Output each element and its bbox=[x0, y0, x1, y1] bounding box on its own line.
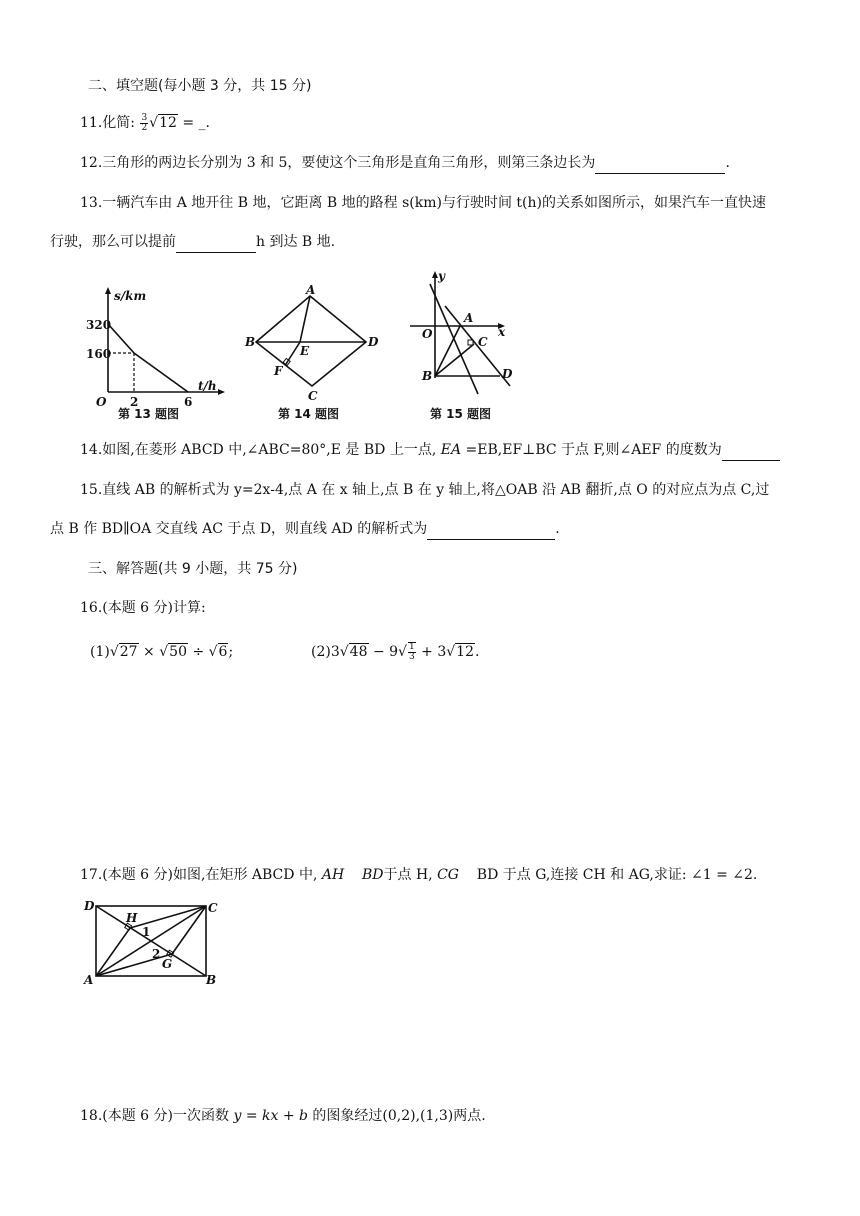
question-11 bbox=[80, 113, 210, 133]
fig14-point-e: E bbox=[300, 344, 310, 358]
figure-15 bbox=[400, 266, 520, 424]
fig13-tick-2: 2 bbox=[130, 395, 139, 409]
question-13-line1: 13.一辆汽车由 A 地开往 B 地，它距离 B 地的路程 s(km)与行驶时间 t(h)的关系如图所示，如果汽车一直快速 bbox=[80, 195, 766, 211]
q16-p2-r2: 12 bbox=[456, 644, 474, 660]
q17-ah: AH bbox=[321, 867, 345, 883]
q18-post: 的图象经过(0,2),(1,3)两点. bbox=[307, 1108, 486, 1124]
q17-mid1: 于点 H, bbox=[383, 867, 438, 883]
q16-p2-end: . bbox=[475, 644, 480, 660]
q12-answer-blank[interactable] bbox=[595, 153, 725, 174]
q16-p1-r3: 6 bbox=[218, 644, 228, 660]
question-16-title: 16.(本题 6 分)计算: bbox=[80, 600, 206, 616]
section-2-title: 二、填空题(每小题 3 分，共 15 分) bbox=[88, 78, 312, 94]
q16-p1-r2: 50 bbox=[169, 644, 187, 660]
fig17-point-d: D bbox=[84, 899, 95, 913]
fig13-tick-160: 160 bbox=[86, 347, 112, 361]
fig17-segment-ag bbox=[96, 954, 172, 976]
fig13-origin: O bbox=[96, 395, 107, 409]
q11-suffix: = _. bbox=[182, 115, 211, 131]
section-3-title: 三、解答题(共 9 小题，共 75 分) bbox=[88, 561, 298, 577]
fig13-caption: 第 13 题图 bbox=[118, 407, 180, 421]
fig13-ylabel: s/km bbox=[114, 289, 147, 303]
q16-p2-op1: − 9 bbox=[372, 644, 399, 660]
fig14-segment-ef bbox=[286, 342, 300, 364]
fig17-point-c: C bbox=[208, 901, 218, 915]
q18-pre: 18.(本题 6 分)一次函数 bbox=[80, 1108, 234, 1124]
q15-end: . bbox=[555, 521, 560, 537]
fig13-xlabel: t/h bbox=[198, 379, 217, 393]
q16-p1-end: ; bbox=[228, 644, 234, 660]
question-16-part1: (1)√27 × √50 ÷ √6; bbox=[90, 644, 234, 660]
q13-line2-post: h 到达 B 地. bbox=[256, 234, 336, 250]
fig17-angle-2: 2 bbox=[152, 947, 161, 961]
question-15-line1: 15.直线 AB 的解析式为 y=2x-4,点 A 在 x 轴上,点 B 在 y 轴上,将△OAB 沿 AB 翻折,点 O 的对应点为点 C,过 bbox=[80, 482, 770, 498]
fig14-point-d: D bbox=[368, 335, 379, 349]
question-17 bbox=[80, 865, 757, 885]
fig15-point-a: A bbox=[464, 311, 474, 325]
q11-radical: √12 bbox=[149, 115, 177, 131]
fig17-point-g: G bbox=[162, 957, 173, 971]
fig13-tick-6: 6 bbox=[184, 395, 193, 409]
fig13-line bbox=[108, 324, 188, 392]
q17-proof: ∠1 = ∠2. bbox=[691, 867, 758, 883]
fig15-caption: 第 15 题图 bbox=[430, 407, 492, 421]
q16-p2-op2: + 3 bbox=[421, 644, 447, 660]
q17-cg: CG bbox=[437, 867, 459, 883]
q11-prefix: 11.化简: bbox=[80, 115, 135, 131]
fig13-tick-320: 320 bbox=[86, 318, 112, 332]
fig17-angle-1: 1 bbox=[142, 925, 151, 939]
fig15-x-label: x bbox=[498, 325, 506, 339]
figure-13 bbox=[80, 282, 230, 422]
q16-p1-op2: ÷ bbox=[192, 644, 205, 660]
question-12 bbox=[80, 153, 730, 174]
q12-end: . bbox=[725, 155, 730, 171]
q16-p1-label: (1) bbox=[90, 644, 110, 660]
q12-text: 12.三角形的两边长分别为 3 和 5，要使这个三角形是直角三角形，则第三条边长为 bbox=[80, 155, 596, 171]
fig14-point-f: F bbox=[274, 364, 283, 378]
q11-frac-den: 2 bbox=[141, 122, 148, 133]
figure-14 bbox=[240, 282, 390, 422]
fig15-point-c: C bbox=[478, 335, 488, 349]
q14-post: =EB,EF⊥BC 于点 F,则∠AEF 的度数为 bbox=[461, 442, 722, 458]
q11-fraction bbox=[140, 114, 148, 133]
fig15-line-ba bbox=[435, 326, 460, 376]
fig17-segment-ah bbox=[96, 928, 130, 976]
q16-p1-r1: 27 bbox=[119, 644, 138, 660]
fig14-caption: 第 14 题图 bbox=[278, 407, 340, 421]
question-14 bbox=[80, 440, 780, 461]
q16-p2-label: (2)3 bbox=[311, 644, 340, 660]
q16-p1-op1: × bbox=[143, 644, 155, 660]
fig14-point-b: B bbox=[245, 335, 256, 349]
question-15-line2 bbox=[50, 519, 560, 540]
q16-p2-fden: 3 bbox=[408, 652, 415, 662]
q11-frac-num: 3 bbox=[141, 112, 148, 123]
question-18 bbox=[80, 1106, 486, 1126]
fig17-segment-cg bbox=[172, 906, 206, 954]
fig14-point-a: A bbox=[306, 283, 316, 297]
figure-17 bbox=[82, 898, 222, 988]
q16-p2-r1: 48 bbox=[349, 644, 368, 660]
question-16-part2: (2)3√48 − 9√ $\frac{1}{3}$ + 3√12. bbox=[311, 642, 480, 662]
fig15-y-label: y bbox=[438, 269, 445, 283]
q13-answer-blank[interactable] bbox=[176, 232, 256, 253]
q16-p2-fnum: 1 bbox=[408, 642, 415, 652]
fig14-rhombus bbox=[256, 296, 366, 386]
q14-answer-blank[interactable] bbox=[722, 440, 780, 461]
q17-pre: 17.(本题 6 分)如图,在矩形 ABCD 中, bbox=[80, 867, 322, 883]
q18-equation: y = kx + b bbox=[233, 1108, 308, 1124]
q11-radicand: 12 bbox=[159, 115, 177, 131]
q14-pre: 14.如图,在菱形 ABCD 中,∠ABC=80°,E 是 BD 上一点, bbox=[80, 442, 441, 458]
q14-ea: EA bbox=[440, 442, 462, 458]
fig14-point-c: C bbox=[308, 389, 318, 403]
question-13-line2 bbox=[50, 232, 335, 253]
fig17-point-h: H bbox=[126, 911, 138, 925]
q16-p2-fraction bbox=[408, 642, 416, 662]
fig15-point-d: D bbox=[502, 367, 513, 381]
fig15-origin: O bbox=[422, 327, 433, 341]
fig17-point-b: B bbox=[206, 973, 217, 987]
q15-line2: 点 B 作 BD∥OA 交直线 AC 于点 D，则直线 AD 的解析式为 bbox=[50, 521, 428, 537]
fig17-point-a: A bbox=[84, 973, 94, 987]
q15-answer-blank[interactable] bbox=[427, 519, 555, 540]
q17-bd: BD bbox=[361, 867, 384, 883]
fig15-point-b: B bbox=[422, 369, 433, 383]
q17-mid2: BD 于点 G,连接 CH 和 AG,求证: bbox=[476, 867, 692, 883]
q13-line2-pre: 行驶，那么可以提前 bbox=[50, 234, 176, 250]
